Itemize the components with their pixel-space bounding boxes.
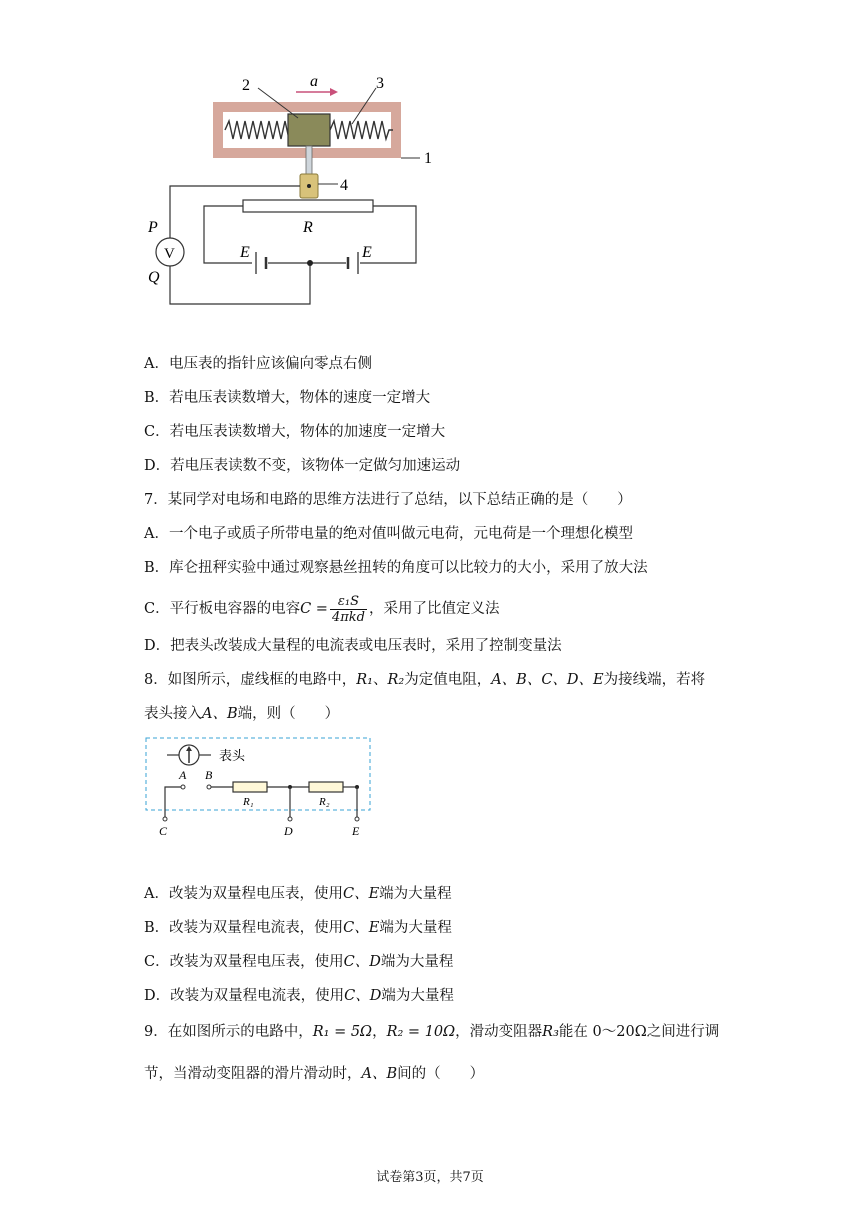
q8-option-a: A．改装为双量程电压表，使用C、E端为大量程 [144, 886, 452, 902]
q6-option-c: C．若电压表读数增大，物体的加速度一定增大 [144, 424, 446, 440]
q8-option-b: B．改装为双量程电流表，使用C、E端为大量程 [144, 920, 452, 936]
label-a: a [310, 73, 318, 90]
q8-stem-line2: 表头接入A、B端，则（ ） [144, 706, 340, 722]
capacitance-fraction: $\frac{\text{ε₁S}}{\text{4πkd}}$ [331, 593, 365, 625]
label-1: 1 [424, 150, 432, 167]
capacitance-formula-lhs: C = [300, 601, 328, 617]
q6-option-b: B．若电压表读数增大，物体的速度一定增大 [144, 390, 431, 406]
label-R: R [303, 219, 313, 236]
q8-option-c: C．改装为双量程电压表，使用C、D端为大量程 [144, 954, 454, 970]
label-B: B [205, 768, 213, 782]
q7-option-d: D．把表头改装成大量程的电流表或电压表时，采用了控制变量法 [144, 638, 562, 654]
label-3: 3 [376, 75, 384, 92]
label-E-left: E [240, 244, 250, 261]
q9-stem-line1: 9．在如图所示的电路中，R₁ = 5Ω，R₂ = 10Ω，滑动变阻器R₃能在 0～20Ω之间进行调 [144, 1024, 720, 1040]
label-2: 2 [242, 77, 250, 94]
q7-option-a: A．一个电子或质子所带电量的绝对值叫做元电荷，元电荷是一个理想化模型 [144, 526, 633, 542]
q9-stem-line2: 节，当滑动变阻器的滑片滑动时，A、B间的（ ） [144, 1066, 485, 1082]
meter-label: 表头 [219, 748, 246, 763]
label-D: D [284, 824, 293, 838]
label-A: A [179, 768, 187, 782]
rod [306, 146, 312, 176]
mass-block [288, 114, 330, 146]
label-Q: Q [148, 269, 160, 286]
label-4: 4 [340, 177, 348, 194]
label-R2: R₂ [319, 796, 330, 808]
label-C: C [159, 824, 168, 838]
page-footer: 试卷第3页，共7页 [376, 1170, 484, 1185]
resistor-R [243, 200, 373, 212]
resistor-R2 [309, 782, 343, 792]
label-R1: R₁ [243, 796, 254, 808]
q7-option-c: C．平行板电容器的电容C = $\frac{\text{ε₁S}}{\text{4πkd}}$ ，采用了比值定义法 [144, 593, 500, 625]
q7-option-b: B．库仑扭秤实验中通过观察悬丝扭转的角度可以比较力的大小，采用了放大法 [144, 560, 648, 576]
q7-stem: 7．某同学对电场和电路的思维方法进行了总结，以下总结正确的是（ ） [144, 492, 632, 508]
q6-option-a: A．电压表的指针应该偏向零点右侧 [144, 356, 372, 372]
q8-stem-line1: 8．如图所示，虚线框的电路中，R₁、R₂为定值电阻，A、B、C、D、E为接线端，若将 [144, 672, 706, 688]
q6-option-d: D．若电压表读数不变，该物体一定做匀加速运动 [144, 458, 461, 474]
label-V: V [164, 246, 175, 262]
q8-option-d: D．改装为双量程电流表，使用C、D端为大量程 [144, 988, 454, 1004]
resistor-R1 [233, 782, 267, 792]
label-P: P [148, 219, 158, 236]
accelerometer-circuit-figure [140, 70, 460, 310]
meter-conversion-figure [145, 737, 373, 839]
label-E: E [352, 824, 360, 838]
label-E-right: E [362, 244, 372, 261]
